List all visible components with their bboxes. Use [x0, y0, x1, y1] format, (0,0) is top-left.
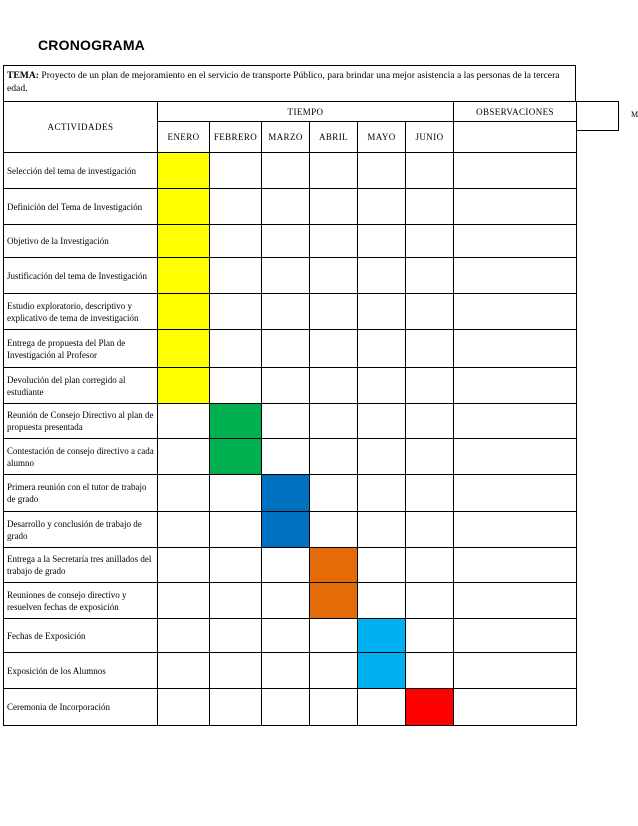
activity-label: Estudio exploratorio, descriptivo y explicativo de tema de investigación: [4, 294, 158, 330]
month-header-junio: JUNIO: [406, 122, 454, 153]
schedule-bar-cell: [158, 258, 210, 294]
schedule-cell: [358, 189, 406, 225]
schedule-cell: [158, 475, 210, 512]
schedule-cell: [406, 439, 454, 475]
schedule-cell: [210, 153, 262, 189]
schedule-cell: [310, 258, 358, 294]
activity-row: [4, 475, 577, 512]
activity-row: [4, 439, 577, 475]
observation-cell: [454, 619, 577, 653]
schedule-cell: [158, 689, 210, 726]
activity-label: Justificación del tema de Investigación: [4, 258, 158, 294]
schedule-cell: [310, 404, 358, 439]
observation-cell: [454, 330, 577, 368]
activity-row: [4, 512, 577, 548]
schedule-cell: [210, 368, 262, 404]
schedule-cell: [210, 189, 262, 225]
schedule-bar-cell: [158, 189, 210, 225]
activity-label: Contestación de consejo directivo a cada alumno: [4, 439, 158, 475]
observation-cell: [454, 404, 577, 439]
schedule-cell: [262, 653, 310, 689]
schedule-bar-cell: [358, 619, 406, 653]
schedule-cell: [406, 475, 454, 512]
schedule-cell: [310, 439, 358, 475]
schedule-cell: [210, 225, 262, 258]
activity-label: Primera reunión con el tutor de trabajo de grado: [4, 475, 158, 512]
schedule-cell: [406, 512, 454, 548]
schedule-cell: [310, 368, 358, 404]
activity-row: [4, 583, 577, 619]
schedule-cell: [310, 512, 358, 548]
observation-cell: [454, 153, 577, 189]
observation-cell: [454, 653, 577, 689]
schedule-cell: [310, 653, 358, 689]
activity-row: [4, 225, 577, 258]
activity-label: Ceremonia de Incorporación: [4, 689, 158, 726]
schedule-cell: [358, 225, 406, 258]
month-header-marzo: MARZO: [262, 122, 310, 153]
schedule-cell: [358, 439, 406, 475]
observation-cell: [454, 225, 577, 258]
schedule-cell: [210, 294, 262, 330]
schedule-cell: [262, 619, 310, 653]
activity-label: Objetivo de la Investigación: [4, 225, 158, 258]
schedule-bar-cell: [358, 653, 406, 689]
schedule-cell: [158, 439, 210, 475]
activity-label: Reuniones de consejo directivo y resuelven fechas de exposición: [4, 583, 158, 619]
schedule-cell: [158, 548, 210, 583]
activity-row: [4, 368, 577, 404]
activity-row: [4, 404, 577, 439]
activity-row: [4, 189, 577, 225]
schedule-bar-cell: [158, 330, 210, 368]
time-header: TIEMPO: [158, 102, 454, 122]
schedule-cell: [358, 330, 406, 368]
activity-label: Definición del Tema de Investigación: [4, 189, 158, 225]
schedule-cell: [262, 439, 310, 475]
activity-label: Reunión de Consejo Directivo al plan de propuesta presentada: [4, 404, 158, 439]
schedule-bar-cell: [310, 548, 358, 583]
activity-row: [4, 619, 577, 653]
activity-label: Selección del tema de investigación: [4, 153, 158, 189]
tema-box: [3, 65, 576, 102]
activities-header: ACTIVIDADES: [4, 102, 158, 153]
schedule-cell: [406, 294, 454, 330]
observation-cell: [454, 258, 577, 294]
schedule-bar-cell: [158, 153, 210, 189]
schedule-cell: [262, 258, 310, 294]
schedule-cell: [310, 689, 358, 726]
month-header-febrero: FEBRERO: [210, 122, 262, 153]
schedule-cell: [406, 583, 454, 619]
activity-label: Entrega a la Secretaría tres anillados del trabajo de grado: [4, 548, 158, 583]
schedule-cell: [210, 512, 262, 548]
schedule-bar-cell: [210, 404, 262, 439]
schedule-cell: [406, 330, 454, 368]
observations-subheader: [454, 122, 577, 153]
activity-row: [4, 653, 577, 689]
observation-cell: [454, 475, 577, 512]
schedule-cell: [358, 548, 406, 583]
schedule-bar-cell: [158, 294, 210, 330]
activity-label: Exposición de los Alumnos: [4, 653, 158, 689]
schedule-cell: [310, 294, 358, 330]
schedule-bar-cell: [158, 368, 210, 404]
schedule-cell: [262, 368, 310, 404]
schedule-cell: [210, 475, 262, 512]
schedule-cell: [358, 368, 406, 404]
schedule-cell: [210, 619, 262, 653]
document-title: CRONOGRAMA: [38, 37, 145, 53]
schedule-cell: [158, 619, 210, 653]
observation-cell: [454, 689, 577, 726]
month-header-abril: ABRIL: [310, 122, 358, 153]
schedule-cell: [406, 225, 454, 258]
activity-label: Entrega de propuesta del Plan de Investigación al Profesor: [4, 330, 158, 368]
tema-label: TEMA:: [7, 70, 39, 81]
schedule-cell: [406, 619, 454, 653]
schedule-cell: [310, 619, 358, 653]
schedule-cell: [262, 404, 310, 439]
schedule-cell: [358, 475, 406, 512]
schedule-cell: [310, 475, 358, 512]
schedule-cell: [262, 330, 310, 368]
schedule-bar-cell: [158, 225, 210, 258]
schedule-cell: [158, 512, 210, 548]
schedule-cell: [406, 368, 454, 404]
schedule-cell: [158, 583, 210, 619]
observation-cell: [454, 368, 577, 404]
schedule-cell: [310, 189, 358, 225]
schedule-cell: [262, 153, 310, 189]
schedule-cell: [358, 583, 406, 619]
schedule-cell: [210, 330, 262, 368]
activity-row: [4, 689, 577, 726]
activity-label: Desarrollo y conclusión de trabajo de grado: [4, 512, 158, 548]
observation-cell: [454, 512, 577, 548]
schedule-table: [3, 101, 577, 726]
schedule-cell: [406, 189, 454, 225]
observation-cell: [454, 583, 577, 619]
schedule-cell: [310, 153, 358, 189]
observation-cell: [454, 548, 577, 583]
schedule-cell: [158, 404, 210, 439]
schedule-cell: [262, 689, 310, 726]
schedule-cell: [262, 583, 310, 619]
activity-label: Devolución del plan corregido al estudiante: [4, 368, 158, 404]
schedule-cell: [406, 258, 454, 294]
cut-off-header: M: [631, 110, 638, 119]
schedule-bar-cell: [406, 689, 454, 726]
month-header-mayo: MAYO: [358, 122, 406, 153]
observation-cell: [454, 439, 577, 475]
schedule-cell: [358, 153, 406, 189]
schedule-cell: [406, 404, 454, 439]
schedule-cell: [210, 258, 262, 294]
schedule-cell: [210, 583, 262, 619]
schedule-cell: [262, 548, 310, 583]
schedule-cell: [358, 689, 406, 726]
schedule-bar-cell: [262, 512, 310, 548]
tema-text: Proyecto de un plan de mejoramiento en el servicio de transporte Público, para brindar una mejor asistencia a las personas de la tercera edad.: [7, 70, 560, 94]
schedule-cell: [358, 404, 406, 439]
schedule-bar-cell: [210, 439, 262, 475]
schedule-cell: [358, 258, 406, 294]
activity-label: Fechas de Exposición: [4, 619, 158, 653]
activity-row: [4, 258, 577, 294]
schedule-cell: [358, 512, 406, 548]
schedule-cell: [262, 225, 310, 258]
schedule-cell: [358, 294, 406, 330]
observation-cell: [454, 294, 577, 330]
schedule-cell: [158, 653, 210, 689]
schedule-cell: [262, 189, 310, 225]
schedule-cell: [310, 225, 358, 258]
schedule-cell: [406, 548, 454, 583]
cut-off-column: [576, 101, 619, 131]
observation-cell: [454, 189, 577, 225]
schedule-cell: [210, 689, 262, 726]
activity-row: [4, 294, 577, 330]
schedule-cell: [210, 548, 262, 583]
schedule-cell: [262, 294, 310, 330]
schedule-cell: [310, 330, 358, 368]
schedule-bar-cell: [310, 583, 358, 619]
schedule-cell: [406, 153, 454, 189]
schedule-bar-cell: [262, 475, 310, 512]
month-header-enero: ENERO: [158, 122, 210, 153]
observations-header: OBSERVACIONES: [454, 102, 577, 122]
activity-row: [4, 153, 577, 189]
schedule-cell: [406, 653, 454, 689]
activity-row: [4, 330, 577, 368]
activity-row: [4, 548, 577, 583]
schedule-cell: [210, 653, 262, 689]
